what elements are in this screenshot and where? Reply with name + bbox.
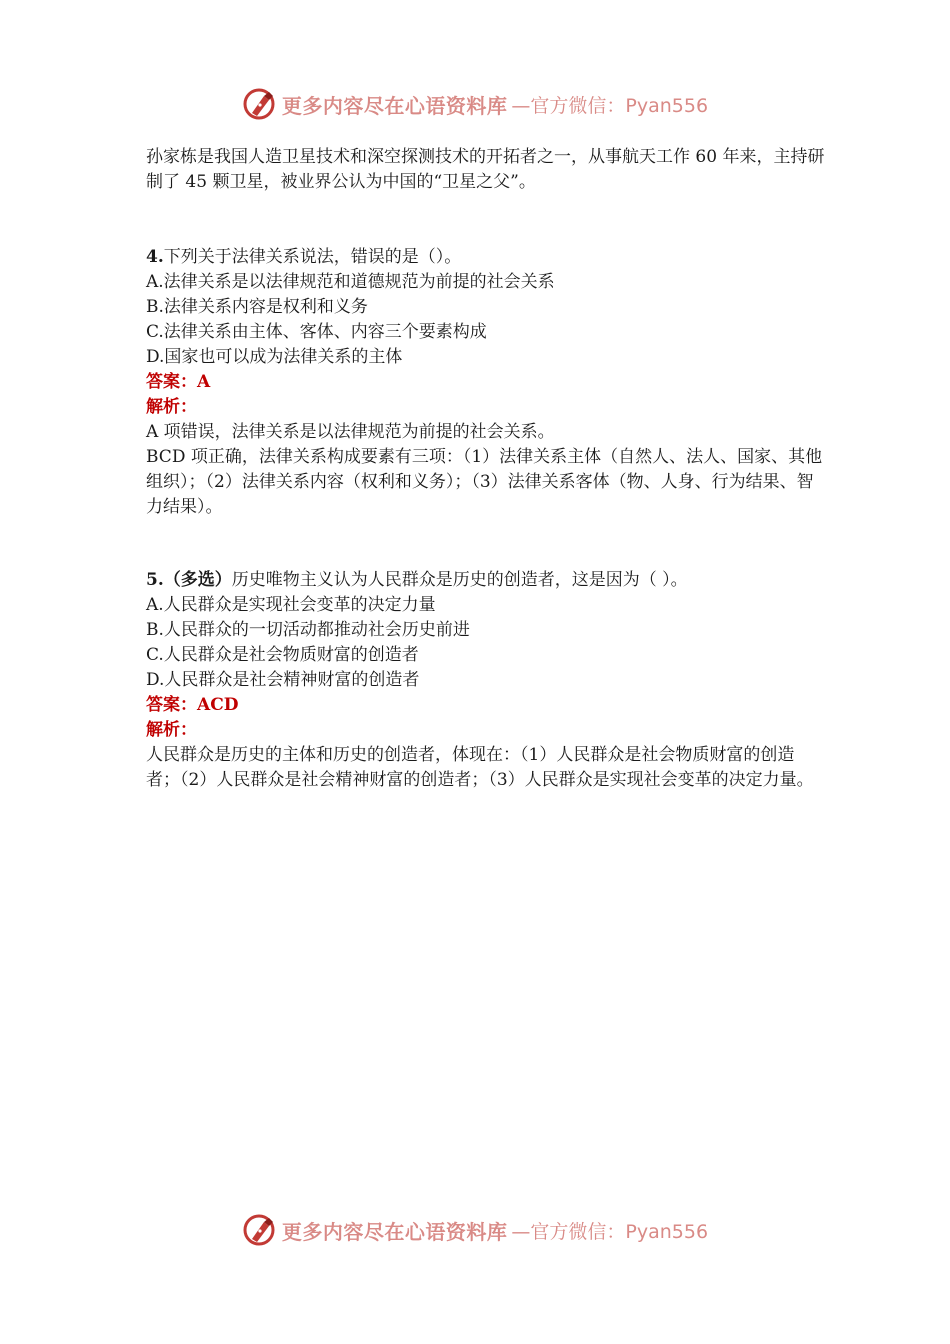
question-5-option-a: A.人民群众是实现社会变革的决定力量: [146, 595, 436, 615]
question-4-option-a: A.法律关系是以法律规范和道德规范为前提的社会关系: [146, 272, 555, 292]
question-5-analysis-1: 人民群众是历史的主体和历史的创造者，体现在：（1）人民群众是社会物质财富的创造者；（2）人民群众是社会精神财富的创造者；（3）人民群众是实现社会变革的决定力量。: [146, 745, 814, 790]
question-4-analysis-label: 解析：: [146, 397, 197, 417]
banner-content: [242, 1212, 708, 1248]
question-4-analysis-2: BCD 项正确，法律关系构成要素有三项：（1）法律关系主体（自然人、法人、国家、其他组织）；（2）法律关系内容（权利和义务）；（3）法律关系客体（物、人身、行为结果、智力结果）。: [146, 447, 823, 517]
question-5-option-d: D.人民群众是社会精神财富的创造者: [146, 670, 420, 690]
pen-nib-logo-icon: [242, 86, 278, 122]
question-4-number: 4.: [146, 247, 164, 267]
question-4: [146, 245, 826, 520]
question-5: [146, 568, 826, 793]
question-4-answer: 答案：A: [146, 372, 211, 392]
question-4-analysis-1: A 项错误，法律关系是以法律规范为前提的社会关系。: [146, 422, 555, 442]
question-5-number: 5.（多选）: [146, 570, 232, 590]
question-4-option-c: C.法律关系由主体、客体、内容三个要素构成: [146, 322, 487, 342]
header-banner: [0, 82, 950, 126]
spacer: [146, 195, 826, 245]
question-5-stem-text: 历史唯物主义认为人民群众是历史的创造者，这是因为（ ）。: [231, 570, 688, 590]
banner-wechat-text: —官方微信：Pyan556: [511, 94, 709, 117]
spacer: [146, 520, 826, 568]
document-body: [146, 145, 826, 793]
banner-main-text: 更多内容尽在心语资料库: [281, 93, 508, 118]
footer-banner: [0, 1208, 950, 1252]
question-5-stem: [146, 568, 826, 593]
question-4-stem: [146, 245, 826, 270]
banner-content: [242, 86, 708, 122]
question-4-stem-text: 下列关于法律关系说法，错误的是（）。: [163, 247, 462, 267]
intro-paragraph: 孙家栋是我国人造卫星技术和深空探测技术的开拓者之一，从事航天工作 60 年来，主持研制了 45 颗卫星，被业界公认为中国的“卫星之父”。: [146, 147, 825, 192]
pen-nib-logo-icon: [242, 1212, 278, 1248]
banner-wechat-text: —官方微信：Pyan556: [511, 1220, 709, 1243]
question-4-option-d: D.国家也可以成为法律关系的主体: [146, 347, 403, 367]
question-5-option-b: B.人民群众的一切活动都推动社会历史前进: [146, 620, 470, 640]
banner-main-text: 更多内容尽在心语资料库: [281, 1219, 508, 1244]
question-5-analysis-label: 解析：: [146, 720, 197, 740]
question-4-option-b: B.法律关系内容是权利和义务: [146, 297, 368, 317]
question-5-answer: 答案：ACD: [146, 695, 239, 715]
question-5-option-c: C.人民群众是社会物质财富的创造者: [146, 645, 419, 665]
